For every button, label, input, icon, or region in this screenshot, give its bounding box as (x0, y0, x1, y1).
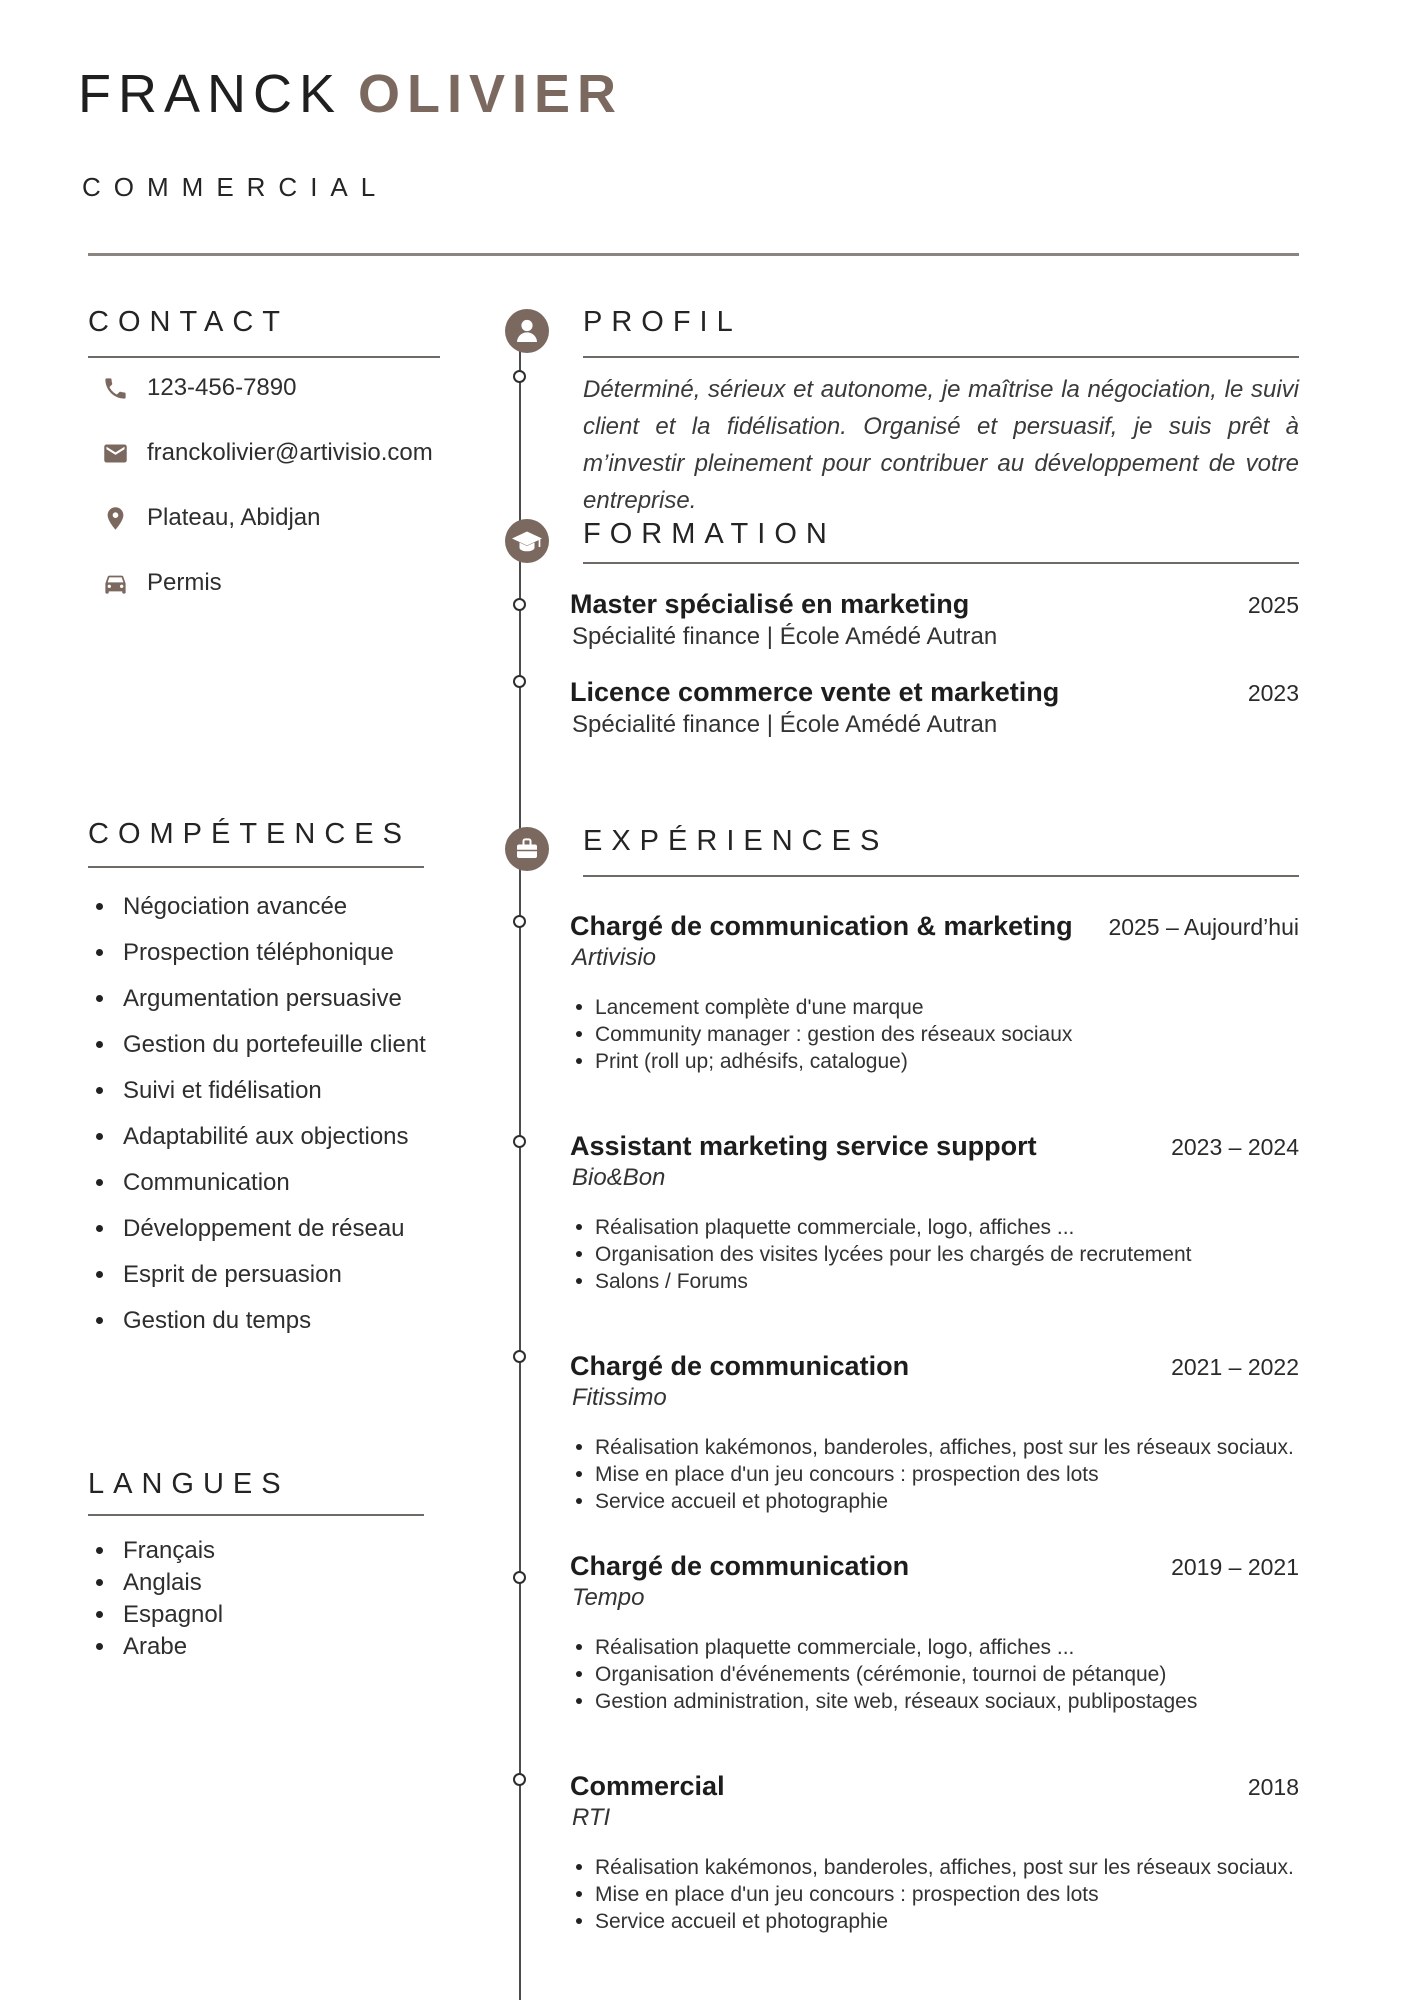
contact-row-email (88, 439, 444, 467)
language-item: Français (88, 1538, 444, 1563)
experience-bullet: Réalisation kakémonos, banderoles, affiches, post sur les réseaux sociaux. (570, 1855, 1299, 1881)
education-entry-header (570, 676, 1299, 708)
email-icon (102, 440, 129, 467)
profile-heading: PROFIL (583, 306, 742, 338)
language-item: Espagnol (88, 1602, 444, 1627)
email-address: franckolivier@artivisio.com (147, 439, 433, 466)
experience-bullet-list (570, 995, 1299, 1075)
languages-section (88, 1468, 444, 1666)
experience-bullet: Réalisation plaquette commerciale, logo, affiches ... (570, 1635, 1299, 1661)
degree-subtitle: Spécialité finance | École Amédé Autran (572, 711, 998, 738)
experience-bullet-list (570, 1435, 1299, 1515)
timeline-marker (513, 1571, 526, 1584)
experience-company: Fitissimo (572, 1384, 667, 1411)
experience-company: Tempo (572, 1584, 645, 1611)
education-entries (570, 588, 1299, 740)
experience-period: 2025 – Aujourd’hui (1108, 914, 1299, 940)
experience-bullet: Organisation d'événements (cérémonie, tournoi de pétanque) (570, 1662, 1299, 1688)
experience-title: Commercial (570, 1771, 725, 1801)
experience-title: Chargé de communication (570, 1551, 910, 1581)
skill-item: Argumentation persuasive (88, 986, 444, 1011)
language-item: Arabe (88, 1634, 444, 1659)
timeline-line (519, 332, 521, 2000)
experience-entry-header (570, 1769, 1299, 1803)
graduation-cap-icon (505, 519, 549, 563)
contact-row-location (88, 504, 444, 532)
experience-company: RTI (572, 1804, 611, 1831)
experience-period: 2018 (1247, 1774, 1299, 1800)
skills-heading-underline (88, 866, 424, 868)
experience-bullet: Mise en place d'un jeu concours : prospection des lots (570, 1882, 1299, 1908)
header-divider (88, 253, 1299, 256)
experience-entry (570, 1129, 1299, 1295)
timeline-marker (513, 1350, 526, 1363)
skill-item: Adaptabilité aux objections (88, 1124, 444, 1149)
timeline-marker (513, 1773, 526, 1786)
experience-bullet-list (570, 1635, 1299, 1715)
timeline-marker (513, 1135, 526, 1148)
skills-list (88, 894, 444, 1333)
skill-item: Communication (88, 1170, 444, 1195)
contact-section (88, 306, 444, 634)
education-entry (570, 676, 1299, 740)
experience-title: Chargé de communication (570, 1351, 910, 1381)
timeline-marker (513, 598, 526, 611)
profile-text: Déterminé, sérieux et autonome, je maîtrise la négociation, le suivi client et la fidélisation. Organisé et persuasif, je suis prêt à m’investir pleinement pour contribuer au développement de votre entreprise. (583, 376, 1299, 514)
experience-title: Chargé de communication & marketing (570, 911, 1073, 941)
degree-title: Master spécialisé en marketing (570, 589, 970, 619)
location-pin-icon (102, 505, 129, 532)
experience-bullet: Organisation des visites lycées pour les chargés de recrutement (570, 1242, 1299, 1268)
education-entry-header (570, 588, 1299, 620)
skills-section (88, 818, 444, 1354)
profile-section (570, 306, 1299, 519)
experience-bullet: Service accueil et photographie (570, 1489, 1299, 1515)
experience-bullet-list (570, 1855, 1299, 1935)
education-section (570, 518, 1299, 764)
contact-heading-underline (88, 356, 440, 358)
experience-entry-header (570, 1549, 1299, 1583)
experience-title: Assistant marketing service support (570, 1131, 1037, 1161)
phone-number: 123-456-7890 (147, 374, 297, 401)
experience-period: 2023 – 2024 (1171, 1134, 1299, 1160)
experience-bullet: Lancement complète d'une marque (570, 995, 1299, 1021)
experience-heading: EXPÉRIENCES (583, 825, 889, 857)
education-heading: FORMATION (583, 518, 836, 550)
education-entry (570, 588, 1299, 652)
permit-text: Permis (147, 569, 222, 596)
job-title: COMMERCIAL (82, 172, 389, 202)
timeline-marker (513, 675, 526, 688)
experience-bullet: Service accueil et photographie (570, 1909, 1299, 1935)
skill-item: Gestion du temps (88, 1308, 444, 1333)
skills-heading: COMPÉTENCES (88, 818, 411, 850)
experience-heading-underline (583, 875, 1299, 877)
experience-entry-header (570, 1129, 1299, 1163)
skill-item: Négociation avancée (88, 894, 444, 919)
degree-title: Licence commerce vente et marketing (570, 677, 1060, 707)
contact-row-phone (88, 374, 444, 402)
experience-entry (570, 1349, 1299, 1515)
degree-year: 2023 (1247, 680, 1299, 706)
contact-heading: CONTACT (88, 306, 290, 338)
contact-list (88, 374, 444, 597)
car-icon (102, 570, 129, 597)
experience-period: 2019 – 2021 (1171, 1554, 1299, 1580)
experience-bullet: Mise en place d'un jeu concours : prospection des lots (570, 1462, 1299, 1488)
experience-entry (570, 1549, 1299, 1715)
experience-entries (570, 909, 1299, 1935)
profile-heading-underline (583, 356, 1299, 358)
education-heading-underline (583, 562, 1299, 564)
briefcase-icon (505, 827, 549, 871)
first-name: FRANCK (78, 64, 343, 124)
skill-item: Suivi et fidélisation (88, 1078, 444, 1103)
experience-company: Artivisio (572, 944, 657, 971)
experience-bullet: Print (roll up; adhésifs, catalogue) (570, 1049, 1299, 1075)
experience-bullet: Salons / Forums (570, 1269, 1299, 1295)
timeline-marker (513, 370, 526, 383)
page-title (78, 64, 623, 124)
experience-entry (570, 909, 1299, 1075)
experience-bullet: Réalisation kakémonos, banderoles, affiches, post sur les réseaux sociaux. (570, 1435, 1299, 1461)
experience-period: 2021 – 2022 (1171, 1354, 1299, 1380)
location-text: Plateau, Abidjan (147, 504, 321, 531)
experience-entry-header (570, 1349, 1299, 1383)
skill-item: Gestion du portefeuille client (88, 1032, 444, 1057)
skill-item: Développement de réseau (88, 1216, 444, 1241)
languages-list (88, 1538, 444, 1659)
degree-year: 2025 (1247, 592, 1299, 618)
experience-bullet: Community manager : gestion des réseaux sociaux (570, 1022, 1299, 1048)
phone-icon (102, 375, 129, 402)
experience-section (570, 825, 1299, 1989)
contact-row-permit (88, 569, 444, 597)
experience-entry (570, 1769, 1299, 1935)
skill-item: Esprit de persuasion (88, 1262, 444, 1287)
skill-item: Prospection téléphonique (88, 940, 444, 965)
experience-bullet-list (570, 1215, 1299, 1295)
experience-entry-header (570, 909, 1299, 943)
experience-bullet: Réalisation plaquette commerciale, logo, affiches ... (570, 1215, 1299, 1241)
degree-subtitle: Spécialité finance | École Amédé Autran (572, 623, 998, 650)
experience-bullet: Gestion administration, site web, réseaux sociaux, publipostages (570, 1689, 1299, 1715)
person-icon (505, 309, 549, 353)
timeline-marker (513, 915, 526, 928)
language-item: Anglais (88, 1570, 444, 1595)
experience-company: Bio&Bon (572, 1164, 666, 1191)
languages-heading-underline (88, 1514, 424, 1516)
languages-heading: LANGUES (88, 1468, 290, 1500)
last-name: OLIVIER (358, 64, 624, 124)
